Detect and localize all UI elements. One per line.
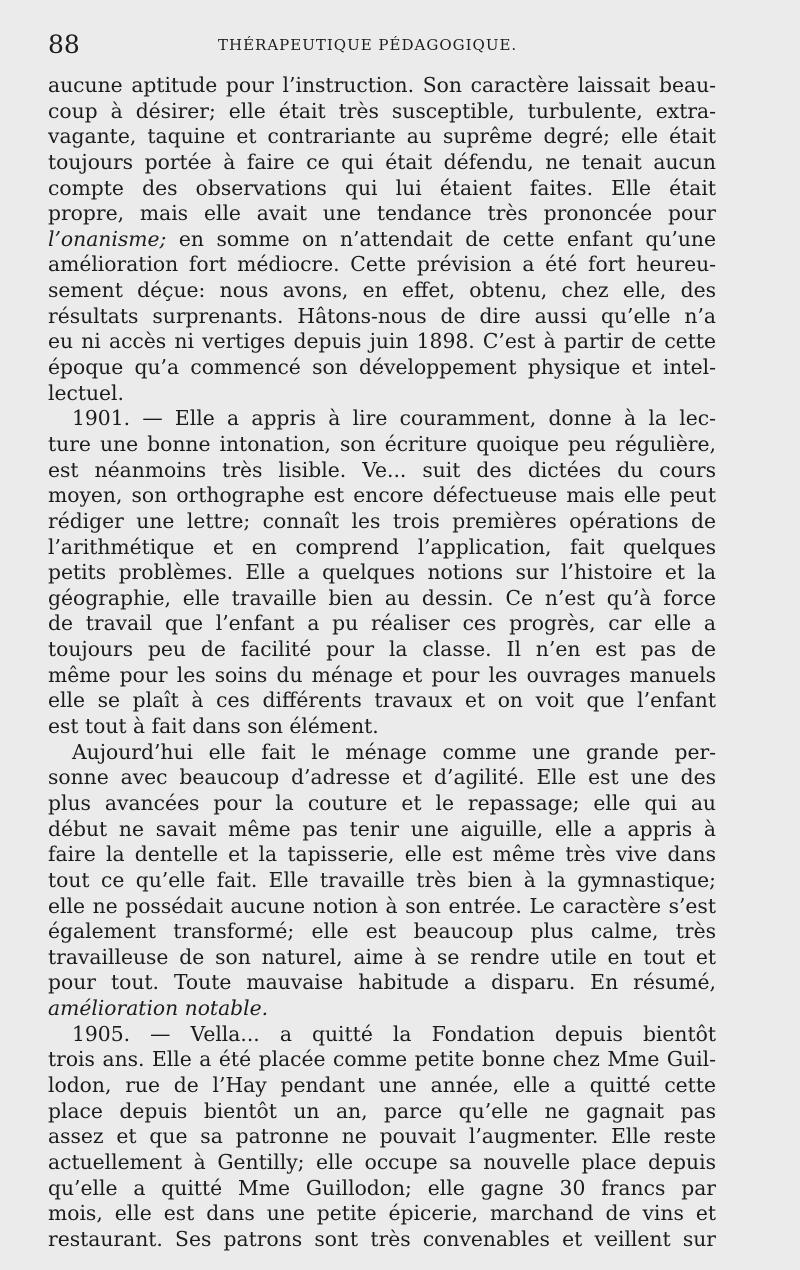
text-line: 1901. — Elle a appris à lire couramment, donne à la lec- <box>72 406 716 431</box>
text-line: vagante, taquine et contrariante au suprême degré; elle était <box>48 124 716 149</box>
text-line: est néanmoins très lisible. Ve... suit des dictées du cours <box>48 457 716 482</box>
text-line: tout ce qu’elle fait. Elle travaille très bien à la gymnastique; <box>48 867 716 892</box>
text-line: actuellement à Gentilly; elle occupe sa nouvelle place depuis <box>48 1149 716 1174</box>
text-line: mois, elle est dans une petite épicerie, marchand de vins et <box>48 1201 716 1226</box>
text-span: en somme on n’attendait de cette enfant qu’une <box>166 226 716 251</box>
text-line: sonne avec beaucoup d’adresse et d’agilité. Elle est une des <box>48 765 716 790</box>
text-line: restaurant. Ses patrons sont très convenables et veillent sur <box>48 1226 716 1251</box>
text-line: place depuis bientôt un an, parce qu’elle ne gagnait pas <box>48 1098 716 1123</box>
text-line: assez et que sa patronne ne pouvait l’augmenter. Elle reste <box>48 1124 716 1149</box>
text-line: ture une bonne intonation, son écriture quoique peu régulière, <box>48 431 716 456</box>
text-line: lodon, rue de l’Hay pendant une année, elle a quitté cette <box>48 1072 716 1097</box>
text-line: même pour les soins du ménage et pour les ouvrages manuels <box>48 662 716 687</box>
text-line: lectuel. <box>48 380 124 405</box>
text-line: qu’elle a quitté Mme Guillodon; elle gagne 30 francs par <box>48 1175 716 1200</box>
text-line: coup à désirer; elle était très susceptible, turbulente, extra- <box>48 98 716 123</box>
text-line: également transformé; elle est beaucoup plus calme, très <box>48 919 716 944</box>
text-line: propre, mais elle avait une tendance très prononcée pour <box>48 201 716 226</box>
running-head: THÉRAPEUTIQUE PÉDAGOGIQUE. <box>218 36 518 54</box>
italic-text: l’onanisme; <box>48 226 167 251</box>
text-line: pour tout. Toute mauvaise habitude a disparu. En résumé, <box>48 970 716 995</box>
text-line: aucune aptitude pour l’instruction. Son caractère laissait beau- <box>48 73 716 97</box>
text-line: Aujourd’hui elle fait le ménage comme une grande per- <box>72 739 716 764</box>
text-line: rédiger une lettre; connaît les trois premières opérations de <box>48 508 716 533</box>
text-line: époque qu’a commencé son développement physique et intel- <box>48 355 716 380</box>
italic-text: amélioration notable. <box>48 996 269 1021</box>
text-line: elle ne possédait aucune notion à son entrée. Le caractère s’est <box>48 893 716 918</box>
text-line: travailleuse de son naturel, aime à se rendre utile en tout et <box>48 944 716 969</box>
text-line: toujours portée à faire ce qui était défendu, ne tenait aucun <box>48 149 716 174</box>
text-line: début ne savait même pas tenir une aiguille, elle a appris à <box>48 816 716 841</box>
text-line: résultats surprenants. Hâtons-nous de dire aussi qu’elle n’a <box>48 303 716 328</box>
text-line: toujours peu de facilité pour la classe. Il n’en est pas de <box>48 637 716 662</box>
text-line: l’arithmétique et en comprend l’application, fait quelques <box>48 534 716 559</box>
text-line: trois ans. Elle a été placée comme petite bonne chez Mme Guil- <box>48 1047 716 1072</box>
text-line: de travail que l’enfant a pu réaliser ces progrès, car elle a <box>48 611 716 636</box>
text-line <box>48 227 716 253</box>
text-line: sement déçue: nous avons, en effet, obtenu, chez elle, des <box>48 278 716 303</box>
text-line: plus avancées pour la couture et le repassage; elle qui au <box>48 790 716 815</box>
page-number: 88 <box>48 30 80 59</box>
text-line: géographie, elle travaille bien au dessin. Ce n’est qu’à force <box>48 585 716 610</box>
body-text <box>48 73 716 1252</box>
text-line: faire la dentelle et la tapisserie, elle est même très vive dans <box>48 842 716 867</box>
text-line: petits problèmes. Elle a quelques notions sur l’histoire et la <box>48 560 716 585</box>
text-line: amélioration fort médiocre. Cette prévision a été fort heureu- <box>48 252 716 277</box>
text-line <box>48 996 716 1022</box>
text-line: elle se plaît à ces différents travaux et on voit que l’enfant <box>48 688 716 713</box>
page-header <box>48 30 748 60</box>
text-line: eu ni accès ni vertiges depuis juin 1898. C’est à partir de cette <box>48 329 716 354</box>
text-line: compte des observations qui lui étaient faites. Elle était <box>48 175 716 200</box>
text-line: est tout à fait dans son élément. <box>48 714 379 739</box>
text-line: 1905. — Vella... a quitté la Fondation depuis bientôt <box>72 1021 716 1046</box>
text-line: moyen, son orthographe est encore défectueuse mais elle peut <box>48 483 716 508</box>
